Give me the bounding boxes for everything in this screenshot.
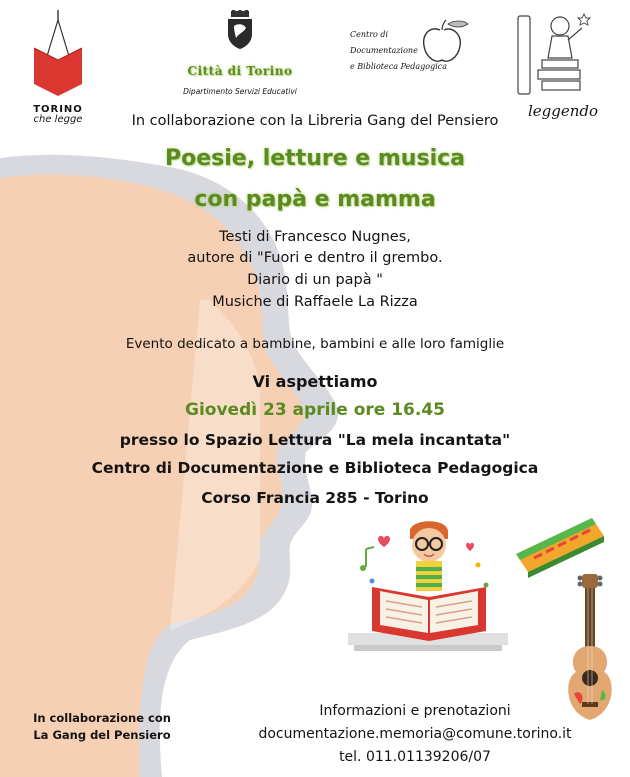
torino-che-legge-logo: [22, 8, 94, 128]
book-subtitle-line: Diario di un papà ": [247, 272, 383, 288]
open-book-icon: [22, 8, 94, 98]
collaboration-line: In collaborazione con la Libreria Gang del Pensiero: [131, 113, 499, 129]
event-venue: presso lo Spazio Lettura "La mela incantata": [119, 431, 511, 449]
child-reading-illustration: [348, 515, 518, 655]
torino-logo-tagline: che legge: [33, 114, 83, 125]
music-credit-line: Musiche di Raffaele La Rizza: [212, 294, 418, 310]
contact-email-link[interactable]: documentazione.memoria@comune.torino.it: [258, 726, 572, 742]
contact-phone: tel. 011.01139206/07: [339, 749, 491, 765]
info-heading: Informazioni e prenotazioni: [319, 703, 511, 719]
book-title-line: autore di "Fuori e dentro il grembo.: [187, 250, 443, 266]
centro-logo-line1: Centro di: [350, 30, 389, 39]
author-line: Testi di Francesco Nugnes,: [219, 229, 411, 245]
event-audience-note: Evento dedicato a bambine, bambini e alle loro famiglie: [125, 336, 505, 352]
harmonica-illustration: [512, 510, 608, 582]
apple-icon: [418, 18, 470, 66]
footer-contact-info: [215, 700, 615, 769]
invite-line: Vi aspettiamo: [252, 372, 378, 391]
event-date: Giovedì 23 aprile ore 16.45: [185, 400, 445, 420]
event-title-line1: Poesie, letture e musica: [164, 146, 465, 171]
leggendo-logo-text: leggendo: [528, 102, 599, 120]
citta-di-torino-logo: [180, 10, 300, 96]
event-institution: Centro di Documentazione e Biblioteca Pedagogica: [91, 459, 539, 477]
torino-logo-name: TORINO: [33, 104, 83, 115]
music-note-icon: [366, 547, 374, 567]
leggendo-logo: [512, 10, 602, 125]
citta-logo-title: Città di Torino: [187, 64, 293, 78]
centro-logo-line3: e Biblioteca Pedagogica: [350, 62, 448, 71]
event-address: Corso Francia 285 - Torino: [201, 489, 429, 507]
event-title-line2: con papà e mamma: [194, 187, 436, 212]
citta-logo-subtitle: Dipartimento Servizi Educativi: [183, 87, 297, 96]
centro-documentazione-logo: [350, 18, 475, 78]
footer-collaboration: [22, 710, 182, 744]
centro-logo-line2: Documentazione: [350, 46, 418, 55]
child-on-books-icon: [512, 10, 602, 102]
coat-of-arms-icon: [222, 10, 258, 50]
heart-icon: [378, 536, 390, 547]
footer-collab-line1: In collaborazione con: [33, 711, 171, 725]
footer-collab-line2: La Gang del Pensiero: [33, 728, 171, 742]
